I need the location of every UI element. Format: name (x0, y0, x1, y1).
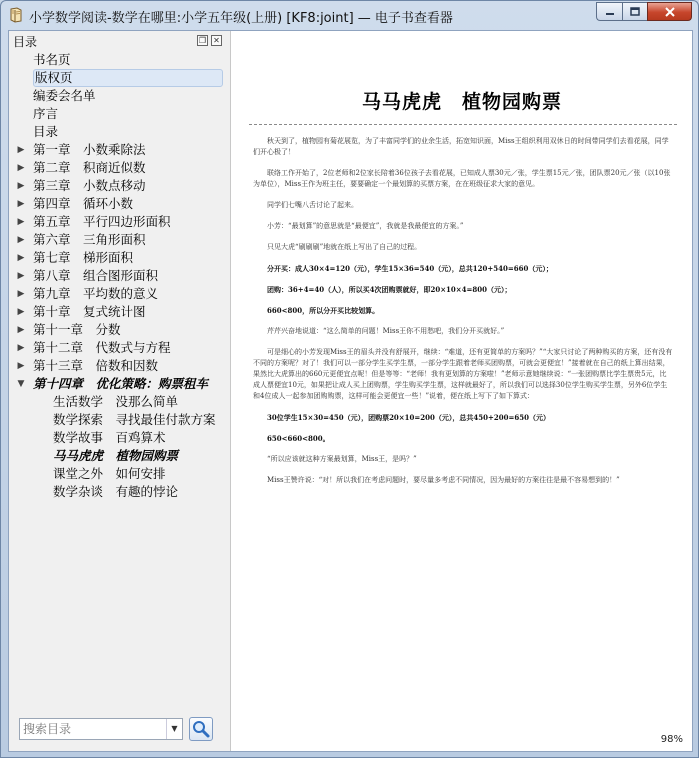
toc-item-label: 第六章 三角形面积 (33, 232, 146, 247)
toc-item[interactable] (9, 267, 229, 285)
collapsed-arrow-icon[interactable]: ▶ (17, 199, 25, 209)
toc-item[interactable] (9, 483, 229, 501)
expanded-arrow-icon[interactable]: ▼ (17, 379, 25, 389)
toc-item-label: 数学探索 寻找最佳付款方案 (53, 412, 216, 427)
toc-item-label: 第九章 平均数的意义 (33, 286, 159, 301)
toc-item-label: 目录 (33, 124, 59, 139)
page-paragraph: 只见大虎“刷刷刷”地就在纸上写出了自己的过程。 (267, 243, 422, 251)
toc-item-label: 数学杂谈 有趣的悖论 (53, 484, 179, 499)
collapsed-arrow-icon[interactable]: ▶ (17, 181, 25, 191)
toc-item[interactable] (9, 249, 229, 267)
title-divider (249, 124, 677, 125)
toc-item[interactable] (9, 393, 229, 411)
close-panel-icon[interactable]: ✕ (211, 35, 222, 46)
page-paragraph: 650<660<800。 (267, 434, 330, 443)
page-paragraph: 团购：36+4=40（人），所以买4次团购票就好，即20×10×4=800（元）； (267, 285, 512, 294)
toc-panel-header (11, 33, 227, 49)
collapsed-arrow-icon[interactable]: ▶ (17, 163, 25, 173)
toc-item-label: 第四章 循环小数 (33, 196, 134, 211)
collapsed-arrow-icon[interactable]: ▶ (17, 235, 25, 245)
toc-item[interactable] (9, 141, 229, 159)
undock-icon[interactable]: ❐ (198, 36, 207, 45)
client-area (8, 30, 693, 752)
toc-item-label: 第七章 梯形面积 (33, 250, 134, 265)
toc-item[interactable] (9, 159, 229, 177)
book-page (231, 31, 693, 751)
page-paragraph: Miss王赞许说：“对！所以我们在考虑问题时，要尽量多考虑不同情况，因为最好的方案往往是最不容易想到的！” (267, 476, 620, 484)
collapsed-arrow-icon[interactable]: ▶ (17, 145, 25, 155)
toc-item[interactable] (9, 177, 229, 195)
collapsed-arrow-icon[interactable]: ▶ (17, 271, 25, 281)
page-paragraph: “所以应该就这种方案最划算，Miss王，是吗？” (267, 455, 417, 463)
page-paragraph: 分开买：成人30×4=120（元），学生15×36=540（元），总共120+540=660（元）； (267, 264, 553, 273)
close-icon (665, 7, 675, 17)
toc-item[interactable] (9, 447, 229, 465)
toc-search-input[interactable] (23, 721, 163, 737)
toc-item[interactable] (9, 357, 229, 375)
toc-item-label: 第二章 积商近似数 (33, 160, 146, 175)
toc-item[interactable] (9, 303, 229, 321)
page-paragraph: 小芳：“最划算”的意思就是“最便宜”，我就是我最便宜的方案。” (267, 222, 464, 230)
maximize-icon (630, 7, 640, 16)
minimize-icon (605, 8, 615, 16)
toc-item-label: 马马虎虎 植物园购票 (53, 448, 179, 463)
document-view[interactable] (230, 31, 692, 751)
toc-item-label: 第八章 组合图形面积 (33, 268, 159, 283)
toc-item[interactable] (9, 195, 229, 213)
chevron-down-icon[interactable]: ▼ (166, 719, 182, 739)
toc-item[interactable] (9, 231, 229, 249)
window-controls (596, 2, 692, 21)
toc-search-box[interactable] (19, 718, 183, 740)
collapsed-arrow-icon[interactable]: ▶ (17, 307, 25, 317)
toc-item[interactable] (9, 51, 229, 69)
toc-item-label: 第五章 平行四边形面积 (33, 214, 171, 229)
toc-item-label: 第三章 小数点移动 (33, 178, 146, 193)
collapsed-arrow-icon[interactable]: ▶ (17, 217, 25, 227)
title-bar[interactable] (1, 1, 698, 29)
toc-item[interactable] (9, 69, 229, 87)
toc-item[interactable] (9, 321, 229, 339)
toc-item[interactable] (9, 123, 229, 141)
collapsed-arrow-icon[interactable]: ▶ (17, 361, 25, 371)
page-paragraph: 可是细心的小芳发现Miss王的眉头并没有舒展开，继续：“难道，还有更简单的方案吗？”“大家只讨论了两种购买的方案，还有没有不同的方案呢？对了！我们可以一部分学生买学生票，一部分学生跟着老师买团购票，可就会更便宜！”接着就在自己的纸上算出结果，果然比大虎算出的660元更便宜点呢！但是等等：“老师！我有更划算的方案啦！”老师示意她继续说：“一张团购票比学生票贵5元，比成人票便宜10元，如果把让成人买上团购票，学生购买学生票，这样就最好了，所以我们可以选择30位学生购买学生票，另外6位学生和4位成人一起参加团购购票，这样可能会更便宜一些！”说着，便在纸上写下了如下算式： (253, 348, 673, 400)
toc-search-button[interactable] (189, 717, 213, 741)
maximize-button[interactable] (622, 2, 647, 21)
toc-item[interactable] (9, 429, 229, 447)
page-paragraph: 同学们七嘴八舌讨论了起来。 (267, 201, 358, 209)
toc-item-label: 第十二章 代数式与方程 (33, 340, 171, 355)
collapsed-arrow-icon[interactable]: ▶ (17, 343, 25, 353)
page-paragraph: 联络工作开始了，2位老师和2位家长陪着36位孩子去看花展，已知成人票30元／张，学生票15元／张，团队票20元／张（以10张为单位），Miss王作为班主任，要要确定一个最划算的买票方案，在在班级征求大家的意见。 (253, 169, 671, 188)
page-paragraph: 30位学生15×30=450（元），团购票20×10=200（元），总共450+200=650（元） (267, 413, 550, 422)
toc-panel (9, 31, 229, 751)
collapsed-arrow-icon[interactable]: ▶ (17, 289, 25, 299)
toc-item-label: 编委会名单 (33, 88, 96, 103)
page-title: 马马虎虎 植物园购票 (361, 91, 562, 113)
toc-tree (9, 51, 229, 501)
page-paragraph: 660<800，所以分开买比较划算。 (267, 306, 380, 315)
collapsed-arrow-icon[interactable]: ▶ (17, 253, 25, 263)
toc-item-label: 数学故事 百鸡算术 (53, 430, 166, 445)
ebook-viewer-icon (9, 7, 23, 23)
toc-item[interactable] (9, 465, 229, 483)
minimize-button[interactable] (596, 2, 622, 21)
toc-item[interactable] (9, 285, 229, 303)
toc-item[interactable] (9, 105, 229, 123)
toc-item-label: 第十一章 分数 (33, 322, 121, 337)
zoom-level: 98% (660, 734, 683, 745)
toc-item[interactable] (9, 375, 229, 393)
toc-item-label: 生活数学 没那么简单 (53, 394, 179, 409)
toc-item[interactable] (9, 339, 229, 357)
toc-item-label: 书名页 (33, 52, 71, 67)
page-paragraph: 秋天到了，植物园有菊花展览，为了丰富同学们的业余生活，拓宽知识面，Miss王组织利用双休日的时间带同学们去看花展，同学们开心极了！ (253, 137, 669, 156)
toc-item[interactable] (9, 87, 229, 105)
toc-item-label: 版权页 (33, 69, 223, 87)
toc-item-label: 第十章 复式统计图 (33, 304, 146, 319)
toc-item-label: 第一章 小数乘除法 (33, 142, 146, 157)
toc-item[interactable] (9, 411, 229, 429)
toc-item-label: 第十三章 倍数和因数 (33, 358, 159, 373)
toc-panel-title: 目录 (13, 35, 38, 49)
page-paragraph: 芹芹兴奋地说道：“这么简单的问题！Miss王你不用愁吧，我们分开买就好。” (267, 327, 505, 335)
toc-item-label: 第十四章 优化策略：购票租车 (33, 376, 209, 391)
window-title: 小学数学阅读-数学在哪里:小学五年级(上册) [KF8:joint] — 电子书查看器 (29, 11, 453, 26)
page-body (253, 136, 673, 496)
toc-item-label: 课堂之外 如何安排 (53, 466, 166, 481)
collapsed-arrow-icon[interactable]: ▶ (17, 325, 25, 335)
toc-item[interactable] (9, 213, 229, 231)
close-button[interactable] (647, 2, 692, 21)
search-icon (190, 718, 212, 740)
toc-item-label: 序言 (33, 106, 59, 121)
